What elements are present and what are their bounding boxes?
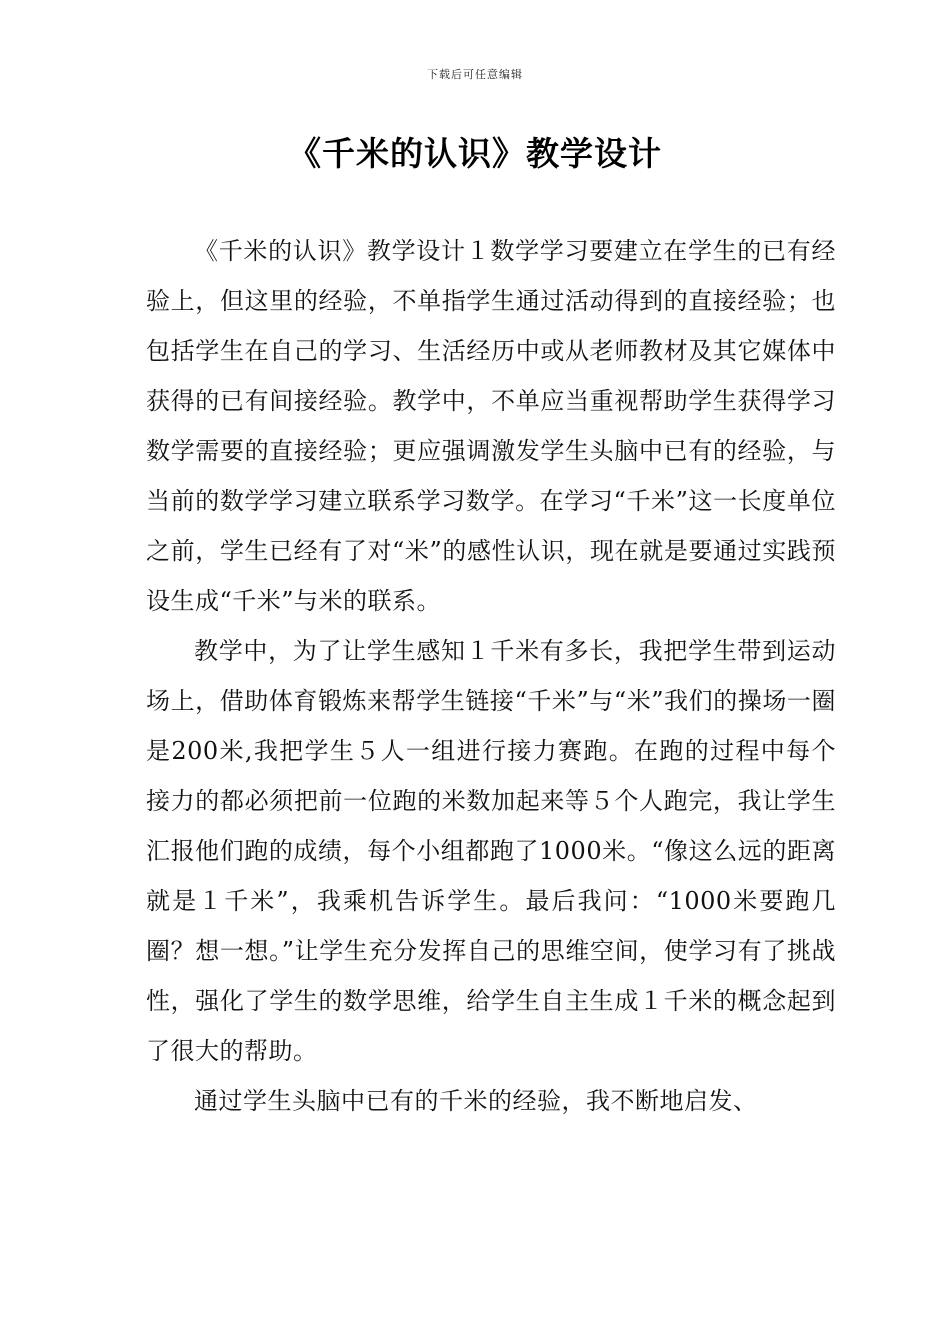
paragraph: 《千米的认识》教学设计１数学学习要建立在学生的已有经验上，但这里的经验，不单指学生通过活动得到的直接经验；也包括学生在自己的学习、生活经历中或从老师教材及其它媒体中获得的已有间接经验。教学中，不单应当重视帮助学生获得学习数学需要的直接经验；更应强调激发学生头脑中已有的经验，与当前的数学学习建立联系学习数学。在学习“千米”这一长度单位之前，学生已经有了对“米”的感性认识，现在就是要通过实践预设生成“千米”与米的联系。 xyxy=(146,237,836,615)
page-title: 《千米的认识》教学设计 xyxy=(288,134,662,173)
paragraph: 通过学生头脑中已有的千米的经验，我不断地启发、 xyxy=(194,1087,758,1115)
header-note: 下载后可任意编辑 xyxy=(427,68,523,81)
document-body xyxy=(146,226,836,1126)
paragraph: 教学中，为了让学生感知１千米有多长，我把学生带到运动场上，借助体育锻炼来帮学生链接“千米”与“米”我们的操场一圈是200米,我把学生５人一组进行接力赛跑。在跑的过程中每个接力的都必须把前一位跑的米数加起来等５个人跑完，我让学生汇报他们跑的成绩，每个小组都跑了1000米。“像这么远的距离就是１千米”，我乘机告诉学生。最后我问：“1000米要跑几圈？想一想。”让学生充分发挥自己的思维空间，使学习有了挑战性，强化了学生的数学思维，给学生自主生成１千米的概念起到了很大的帮助。 xyxy=(146,637,836,1065)
